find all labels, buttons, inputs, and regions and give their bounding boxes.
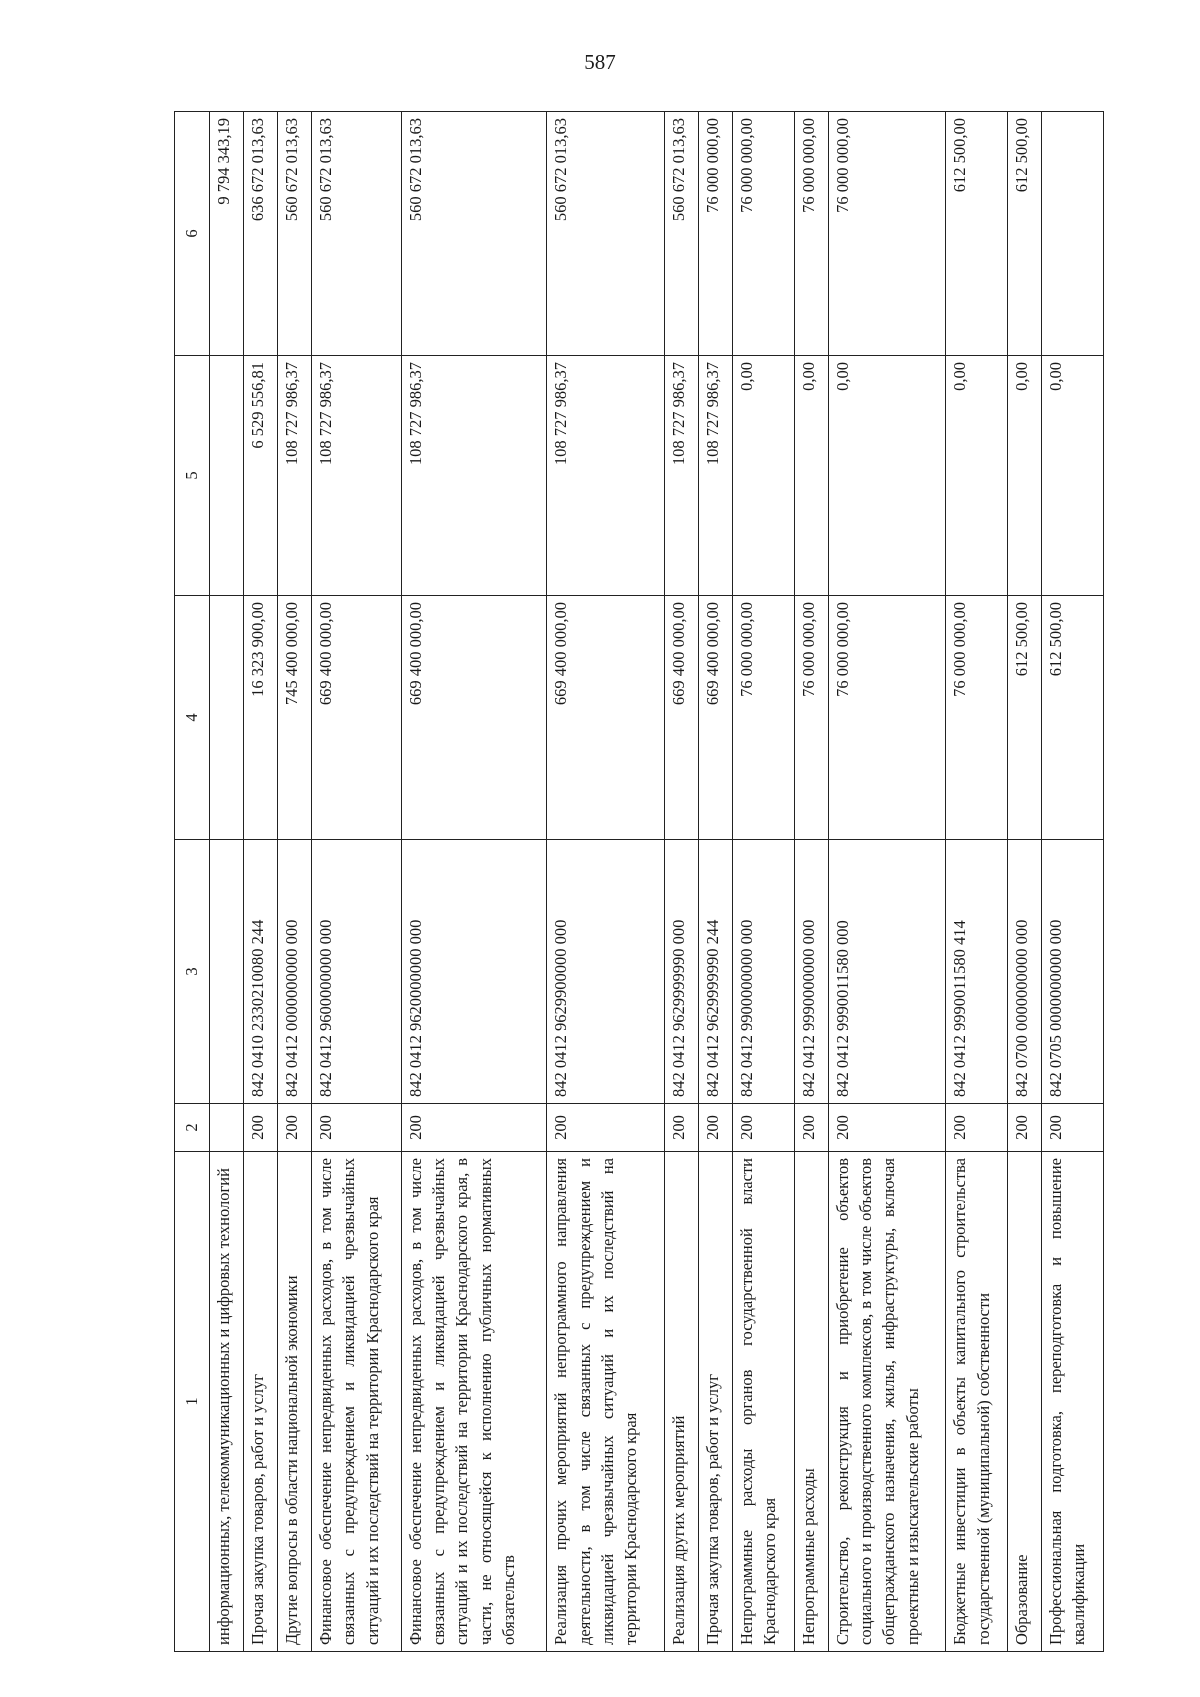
row-adjust-cell: 0,00	[828, 356, 946, 596]
column-header: 5	[175, 356, 210, 596]
table-row	[401, 112, 547, 1652]
row-kbk-cell: 842 0412 9600000000 000	[311, 840, 401, 1104]
row-total-cell: 636 672 013,63	[243, 112, 277, 356]
row-plan-cell: 669 400 000,00	[401, 596, 547, 840]
row-adjust-cell: 108 727 986,37	[547, 356, 665, 596]
row-adjust-cell: 108 727 986,37	[311, 356, 401, 596]
row-name-cell: Бюджетные инвестиции в объекты капитального строительства государственной (муниципальной) собственности	[946, 1152, 1008, 1652]
row-adjust-cell: 0,00	[1042, 356, 1104, 596]
row-code-cell: 200	[243, 1104, 277, 1152]
row-kbk-cell: 842 0412 9900000000 000	[732, 840, 794, 1104]
row-total-cell: 560 672 013,63	[664, 112, 698, 356]
row-plan-cell	[210, 596, 244, 840]
table-row	[311, 112, 401, 1652]
row-code-cell: 200	[547, 1104, 665, 1152]
rotated-table-wrapper	[174, 112, 1104, 1652]
table-row	[547, 112, 665, 1652]
row-total-cell: 76 000 000,00	[732, 112, 794, 356]
page-number: 587	[584, 50, 616, 74]
row-code-cell: 200	[794, 1104, 828, 1152]
table-row	[946, 112, 1008, 1652]
budget-table-body	[175, 112, 1104, 1652]
row-name-cell: Прочая закупка товаров, работ и услуг	[698, 1152, 732, 1652]
row-plan-cell: 745 400 000,00	[277, 596, 311, 840]
row-code-cell: 200	[828, 1104, 946, 1152]
table-row	[277, 112, 311, 1652]
row-plan-cell: 612 500,00	[1042, 596, 1104, 840]
row-name-cell: Реализация других мероприятий	[664, 1152, 698, 1652]
row-kbk-cell	[210, 840, 244, 1104]
row-name-cell: Непрограммные расходы	[794, 1152, 828, 1652]
row-total-cell	[1042, 112, 1104, 356]
row-code-cell	[210, 1104, 244, 1152]
row-kbk-cell: 842 0412 9629999990 000	[664, 840, 698, 1104]
row-name-cell: Прочая закупка товаров, работ и услуг	[243, 1152, 277, 1652]
row-plan-cell: 669 400 000,00	[698, 596, 732, 840]
table-row	[794, 112, 828, 1652]
row-code-cell: 200	[732, 1104, 794, 1152]
row-adjust-cell: 0,00	[1008, 356, 1042, 596]
row-code-cell: 200	[1008, 1104, 1042, 1152]
table-row	[243, 112, 277, 1652]
row-name-cell: информационных, телекоммуникационных и цифровых технологий	[210, 1152, 244, 1652]
row-kbk-cell: 842 0410 2330210080 244	[243, 840, 277, 1104]
table-row	[828, 112, 946, 1652]
row-total-cell: 612 500,00	[946, 112, 1008, 356]
row-adjust-cell: 6 529 556,81	[243, 356, 277, 596]
row-kbk-cell: 842 0412 9990011580 000	[828, 840, 946, 1104]
row-adjust-cell: 0,00	[732, 356, 794, 596]
table-row	[1008, 112, 1042, 1652]
row-adjust-cell: 0,00	[946, 356, 1008, 596]
row-code-cell: 200	[311, 1104, 401, 1152]
row-name-cell: Непрограммные расходы органов государственной власти Краснодарского края	[732, 1152, 794, 1652]
row-name-cell: Финансовое обеспечение непредвиденных расходов, в том числе связанных с предупреждением и ликвидацией чрезвычайных ситуаций и их последствий на территории Краснодарского края, в части, не относящейся к исполнению публичных нормативных обязательств	[401, 1152, 547, 1652]
row-code-cell: 200	[946, 1104, 1008, 1152]
row-name-cell: Образование	[1008, 1152, 1042, 1652]
row-total-cell: 9 794 343,19	[210, 112, 244, 356]
row-plan-cell: 669 400 000,00	[311, 596, 401, 840]
column-header: 3	[175, 840, 210, 1104]
row-adjust-cell: 108 727 986,37	[277, 356, 311, 596]
row-adjust-cell: 108 727 986,37	[401, 356, 547, 596]
row-plan-cell: 612 500,00	[1008, 596, 1042, 840]
row-name-cell: Другие вопросы в области национальной экономики	[277, 1152, 311, 1652]
row-plan-cell: 669 400 000,00	[664, 596, 698, 840]
table-header-row	[175, 112, 210, 1652]
budget-table	[174, 111, 1104, 1652]
row-kbk-cell: 842 0412 9629900000 000	[547, 840, 665, 1104]
table-row	[664, 112, 698, 1652]
row-total-cell: 612 500,00	[1008, 112, 1042, 356]
table-row	[732, 112, 794, 1652]
row-plan-cell: 76 000 000,00	[794, 596, 828, 840]
row-code-cell: 200	[1042, 1104, 1104, 1152]
table-row	[1042, 112, 1104, 1652]
column-header: 2	[175, 1104, 210, 1152]
row-code-cell: 200	[277, 1104, 311, 1152]
table-row	[210, 112, 244, 1652]
row-kbk-cell: 842 0705 0000000000 000	[1042, 840, 1104, 1104]
row-kbk-cell: 842 0412 9990000000 000	[794, 840, 828, 1104]
row-total-cell: 560 672 013,63	[277, 112, 311, 356]
row-kbk-cell: 842 0412 9629999990 244	[698, 840, 732, 1104]
row-kbk-cell: 842 0412 9620000000 000	[401, 840, 547, 1104]
column-header: 4	[175, 596, 210, 840]
row-code-cell: 200	[401, 1104, 547, 1152]
row-plan-cell: 76 000 000,00	[732, 596, 794, 840]
row-total-cell: 76 000 000,00	[828, 112, 946, 356]
table-row	[698, 112, 732, 1652]
row-name-cell: Реализация прочих мероприятий непрограммного направления деятельности, в том числе связанных с предупреждением и ликвидацией чрезвычайных ситуаций и их последствий на территории Краснодарского края	[547, 1152, 665, 1652]
row-plan-cell: 16 323 900,00	[243, 596, 277, 840]
column-header: 6	[175, 112, 210, 356]
row-total-cell: 560 672 013,63	[401, 112, 547, 356]
row-adjust-cell: 0,00	[794, 356, 828, 596]
row-total-cell: 560 672 013,63	[311, 112, 401, 356]
row-total-cell: 76 000 000,00	[794, 112, 828, 356]
row-code-cell: 200	[698, 1104, 732, 1152]
row-adjust-cell	[210, 356, 244, 596]
row-kbk-cell: 842 0412 9990011580 414	[946, 840, 1008, 1104]
row-plan-cell: 76 000 000,00	[828, 596, 946, 840]
row-adjust-cell: 108 727 986,37	[664, 356, 698, 596]
row-plan-cell: 669 400 000,00	[547, 596, 665, 840]
column-header: 1	[175, 1152, 210, 1652]
row-adjust-cell: 108 727 986,37	[698, 356, 732, 596]
row-kbk-cell: 842 0700 0000000000 000	[1008, 840, 1042, 1104]
row-name-cell: Финансовое обеспечение непредвиденных расходов, в том числе связанных с предупреждением и ликвидацией чрезвычайных ситуаций и их последствий на территории Краснодарского края	[311, 1152, 401, 1652]
row-plan-cell: 76 000 000,00	[946, 596, 1008, 840]
row-code-cell: 200	[664, 1104, 698, 1152]
row-kbk-cell: 842 0412 0000000000 000	[277, 840, 311, 1104]
row-name-cell: Профессиональная подготовка, переподготовка и повышение квалификации	[1042, 1152, 1104, 1652]
row-name-cell: Строительство, реконструкция и приобретение объектов социального и производственного комплексов, в том числе объектов общегражданского назначения, жилья, инфраструктуры, включая проектные и изыскательские работы	[828, 1152, 946, 1652]
row-total-cell: 560 672 013,63	[547, 112, 665, 356]
row-total-cell: 76 000 000,00	[698, 112, 732, 356]
